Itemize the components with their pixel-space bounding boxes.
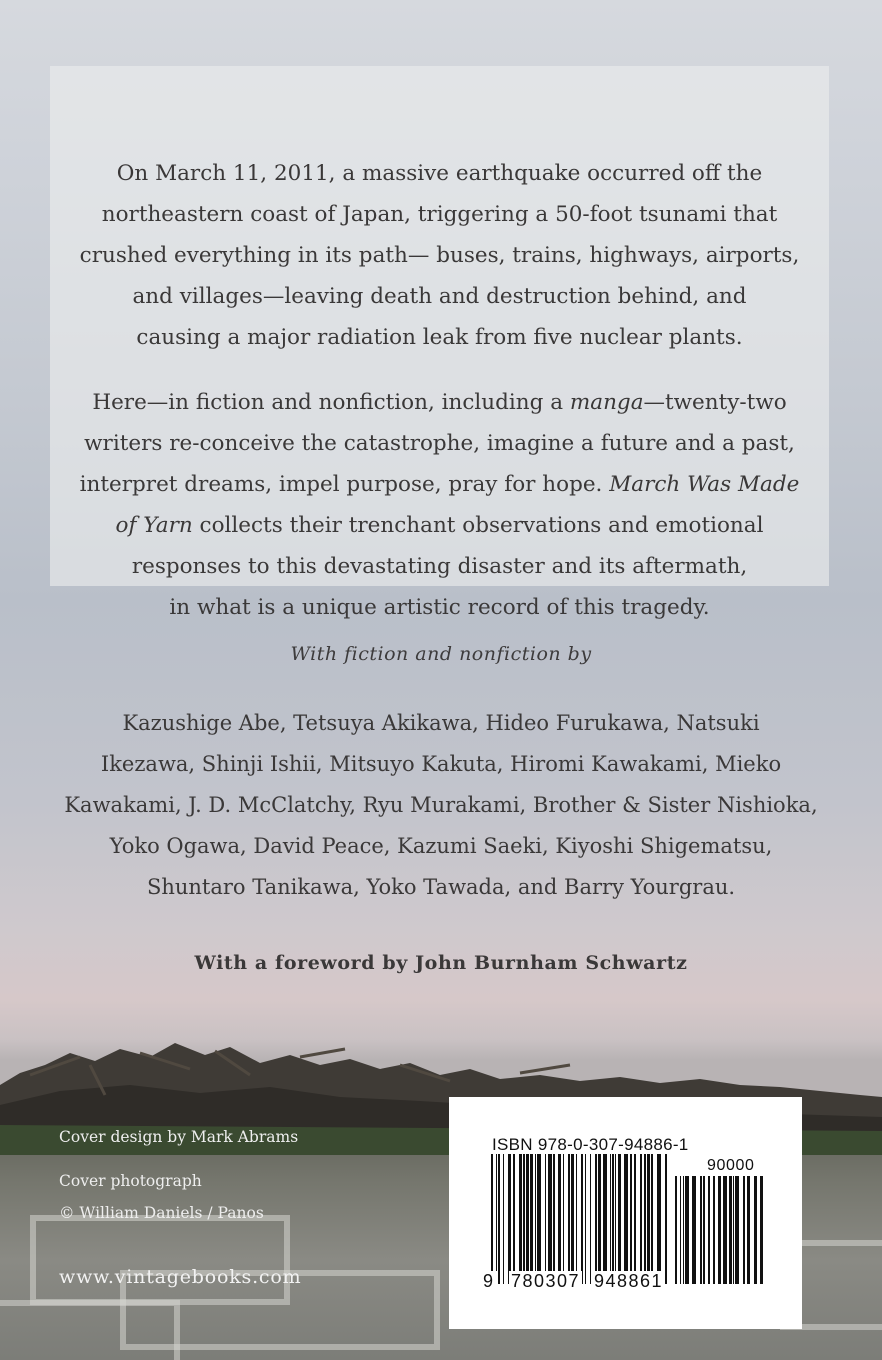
book-title-italic: of Yarn xyxy=(115,513,193,538)
foundation-outline xyxy=(0,1300,180,1360)
cover-design-credit: Cover design by Mark Abrams xyxy=(59,1128,299,1146)
barcode-bar xyxy=(644,1154,646,1284)
blurb-paragraph-2 xyxy=(50,382,829,628)
barcode-digits-right: 948861 xyxy=(594,1271,664,1291)
contributors-line: Kawakami, J. D. McClatchy, Ryu Murakami, Brother & Sister Nishioka, xyxy=(64,793,818,817)
blurb-line: causing a major radiation leak from five nuclear plants. xyxy=(136,325,743,350)
barcode-bar xyxy=(523,1154,525,1284)
barcode-bar xyxy=(519,1154,522,1284)
barcode-bar xyxy=(713,1176,715,1284)
barcode-bar xyxy=(743,1176,745,1284)
barcode-bar xyxy=(683,1176,684,1284)
barcode-bar xyxy=(612,1154,614,1284)
blurb-line: On March 11, 2011, a massive earthquake occurred off the xyxy=(116,161,763,186)
barcode-bar xyxy=(754,1176,757,1284)
contributors-line: Yoko Ogawa, David Peace, Kazumi Saeki, Kiyoshi Shigematsu, xyxy=(109,834,773,858)
blurb-text: Here—in fiction and nonfiction, including a xyxy=(92,390,570,415)
blurb-line: writers re-conceive the catastrophe, imagine a future and a past, xyxy=(84,431,795,456)
barcode-bar xyxy=(723,1176,727,1284)
barcode-bar xyxy=(657,1154,661,1284)
blurb-line xyxy=(50,382,829,423)
barcode-bar xyxy=(576,1154,577,1284)
barcode-bar xyxy=(760,1176,763,1284)
barcode-bar xyxy=(618,1154,621,1284)
barcode-bar xyxy=(733,1176,734,1284)
blurb-text: interpret dreams, impel purpose, pray for hope. xyxy=(79,472,610,497)
barcode-bar xyxy=(703,1176,705,1284)
blurb-line xyxy=(50,464,829,505)
blurb-line: northeastern coast of Japan, triggering a 50-foot tsunami that xyxy=(101,202,778,227)
barcode-bar xyxy=(647,1154,650,1284)
barcode-bar xyxy=(615,1154,616,1284)
barcode-digit-first: 9 xyxy=(483,1271,495,1291)
barcode-bar xyxy=(595,1154,597,1284)
barcode-bar xyxy=(708,1176,710,1284)
contributors-line: Shuntaro Tanikawa, Yoko Tawada, and Barry Yourgrau. xyxy=(146,875,736,899)
barcode-bar xyxy=(558,1154,561,1284)
barcode-bar xyxy=(590,1154,591,1284)
barcode-bar xyxy=(630,1154,632,1284)
barcode-bar xyxy=(718,1176,721,1284)
blurb-line: responses to this devastating disaster and its aftermath, xyxy=(131,554,748,579)
barcode-bar xyxy=(603,1154,607,1284)
barcode-bar xyxy=(665,1154,667,1284)
contributors-line: Ikezawa, Shinji Ishii, Mitsuyo Kakuta, Hiromi Kawakami, Mieko xyxy=(100,752,782,776)
blurb-paragraph-1 xyxy=(50,153,829,358)
blurb-text: —twenty-two xyxy=(643,390,787,415)
barcode-bar xyxy=(747,1176,750,1284)
barcode-bar xyxy=(548,1154,552,1284)
barcode-bar xyxy=(598,1154,601,1284)
blurb-line: and villages—leaving death and destruction behind, and xyxy=(132,284,747,309)
barcode-bar xyxy=(503,1154,504,1284)
barcode-bar xyxy=(535,1154,536,1284)
barcode-bar xyxy=(624,1154,628,1284)
barcode-bar xyxy=(526,1154,529,1284)
barcode-bar xyxy=(685,1176,689,1284)
cover-photo-credit: © William Daniels / Panos xyxy=(59,1204,264,1222)
barcode-bar xyxy=(568,1154,570,1284)
contributors-list xyxy=(0,703,882,908)
barcode-bar xyxy=(675,1176,677,1284)
book-title-italic: March Was Made xyxy=(609,472,800,497)
blurb-line: crushed everything in its path— buses, trains, highways, airports, xyxy=(79,243,800,268)
barcode-panel xyxy=(449,1097,802,1329)
blurb-italic-manga: manga xyxy=(569,390,644,415)
contributors-heading: With fiction and nonfiction by xyxy=(290,643,592,665)
barcode-bar xyxy=(491,1154,493,1284)
barcode-bar xyxy=(700,1176,702,1284)
barcode-bar xyxy=(581,1154,583,1284)
contributors-line: Kazushige Abe, Tetsuya Akikawa, Hideo Furukawa, Natsuki xyxy=(122,711,760,735)
barcode-bar xyxy=(651,1154,653,1284)
blurb-line xyxy=(50,505,829,546)
isbn-label: ISBN 978-0-307-94886-1 xyxy=(492,1135,689,1154)
barcode-bar xyxy=(508,1154,511,1284)
barcode-bar xyxy=(496,1154,497,1284)
barcode-bar xyxy=(692,1176,696,1284)
barcode-bar xyxy=(513,1154,515,1284)
blurb-text: collects their trenchant observations and emotional xyxy=(192,513,764,538)
barcode-bar xyxy=(680,1176,681,1284)
barcode-bar xyxy=(545,1154,546,1284)
barcode-bar xyxy=(498,1154,500,1284)
barcode-bar xyxy=(640,1154,642,1284)
barcode-bar xyxy=(553,1154,555,1284)
foreword-credit: With a foreword by John Burnham Schwartz xyxy=(194,952,688,974)
barcode-bar xyxy=(537,1154,541,1284)
barcode-bar xyxy=(634,1154,636,1284)
barcode-bar xyxy=(610,1154,611,1284)
barcode-bar xyxy=(571,1154,574,1284)
barcode-bar xyxy=(530,1154,533,1284)
barcode-bar xyxy=(735,1176,739,1284)
barcode-addon-bars xyxy=(675,1176,763,1284)
price-code: 90000 xyxy=(707,1157,755,1174)
barcode-bar xyxy=(563,1154,564,1284)
cover-photo-label: Cover photograph xyxy=(59,1172,202,1190)
publisher-website[interactable]: www.vintagebooks.com xyxy=(59,1266,302,1288)
barcode-bar xyxy=(585,1154,586,1284)
barcode-main-bars xyxy=(491,1154,667,1284)
barcode-bar xyxy=(729,1176,732,1284)
barcode-digits-left: 780307 xyxy=(511,1271,581,1291)
blurb-line: in what is a unique artistic record of this tragedy. xyxy=(169,595,710,620)
blurb-panel xyxy=(50,66,829,620)
